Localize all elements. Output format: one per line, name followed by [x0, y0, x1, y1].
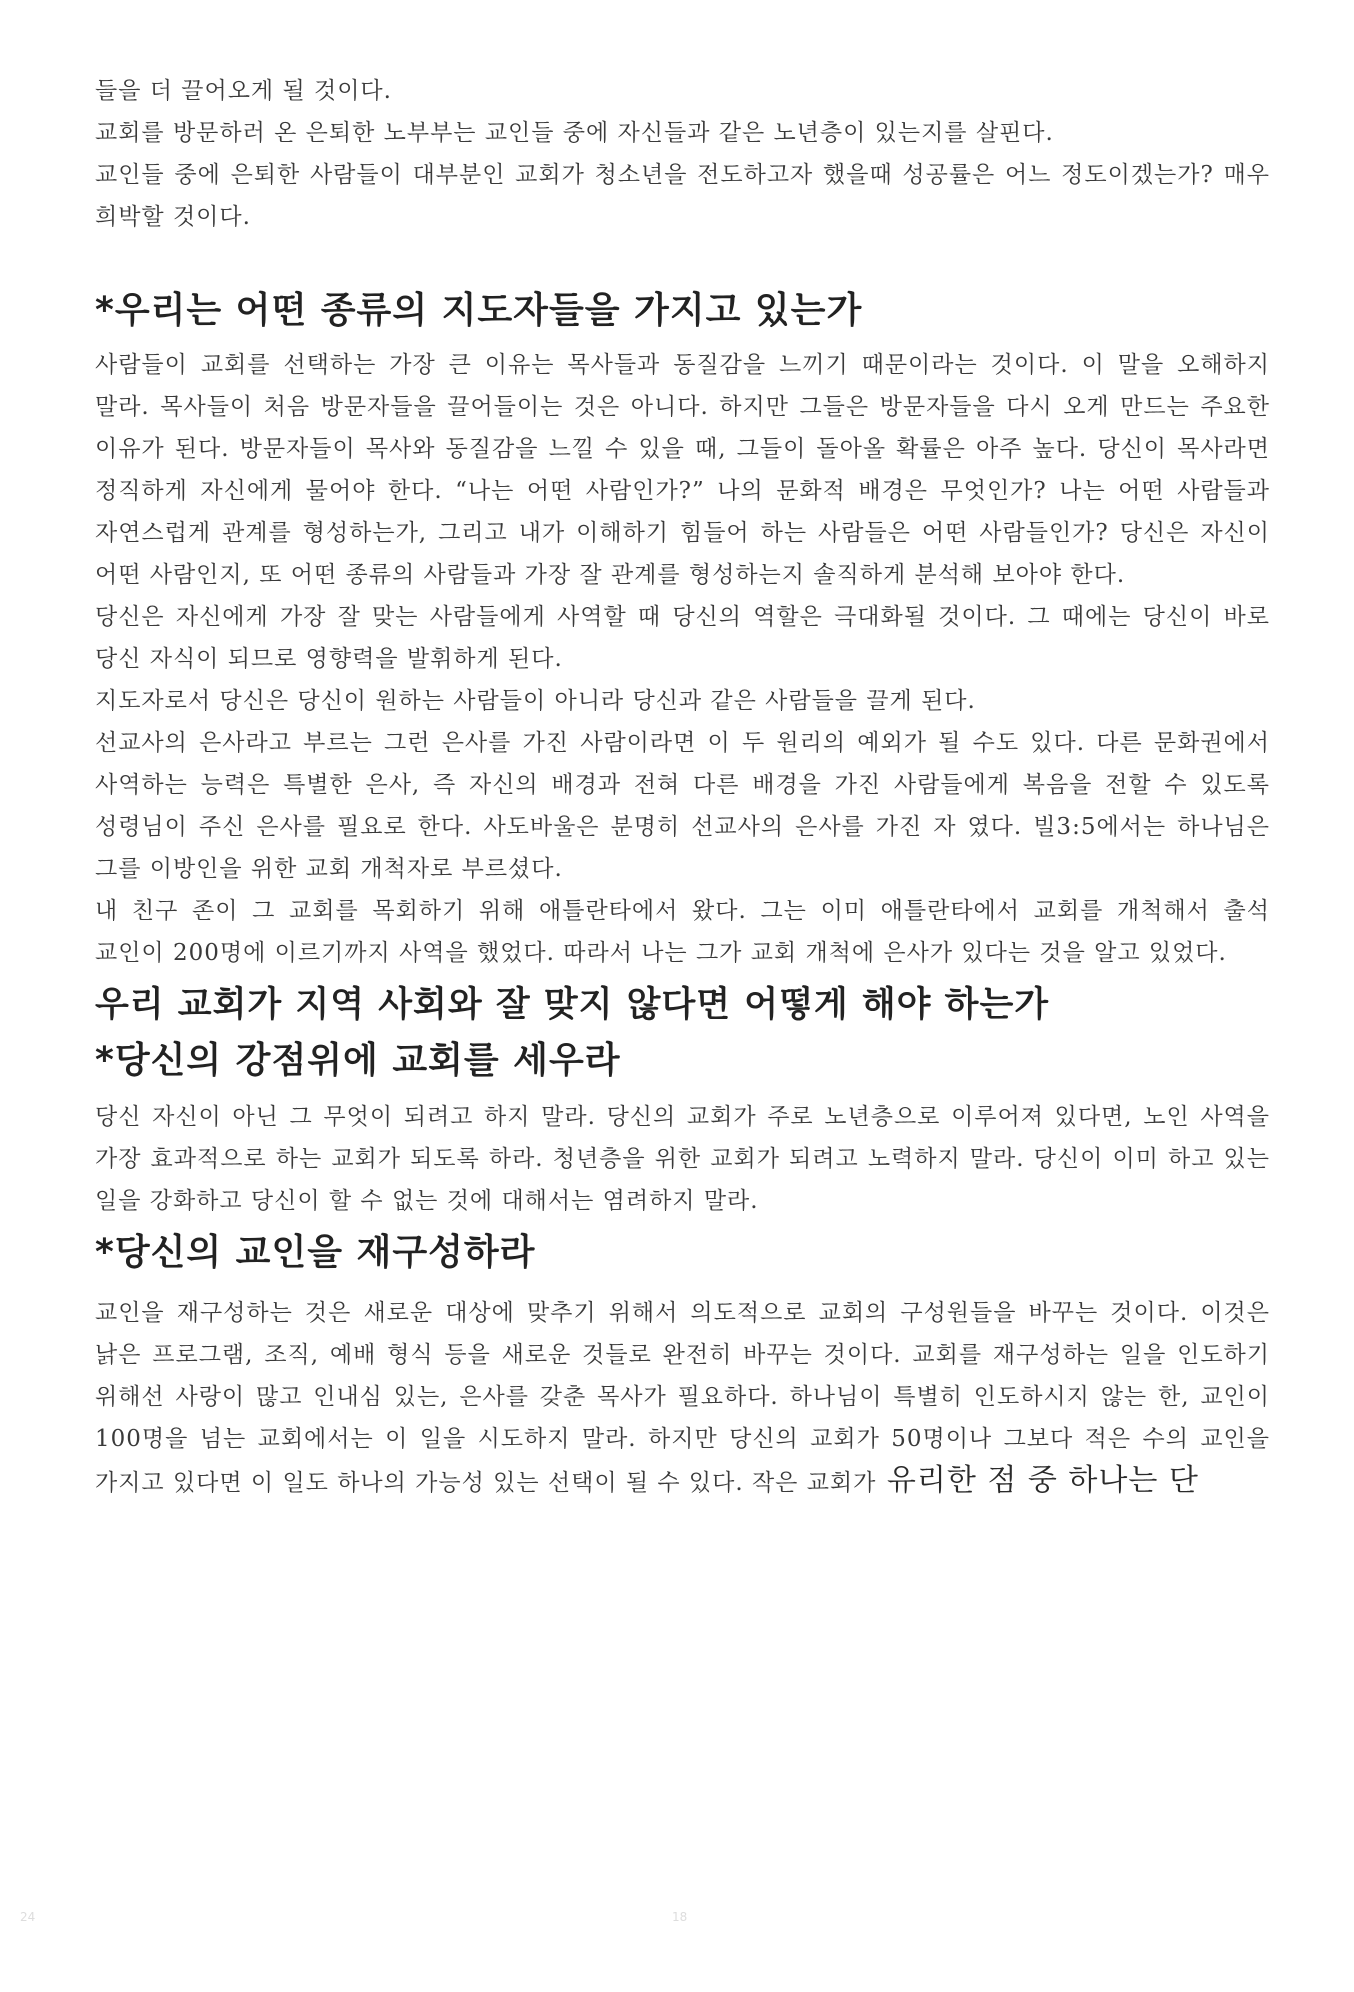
restructure-paragraph	[95, 1292, 1270, 1504]
intro-line-3: 교인들 중에 은퇴한 사람들이 대부분인 교회가 청소년을 전도하고자 했을때 성공률은 어느 정도이겠는가? 매우 희박할 것이다.	[95, 162, 1270, 230]
restructure-paragraph-tail: 유리한 점 중 하나는 단	[876, 1463, 1199, 1498]
section-heading-strengths: *당신의 강점위에 교회를 세우라	[95, 1040, 621, 1081]
margin-mark-center: 18	[672, 1910, 688, 1924]
leaders-paragraph-5: 내 친구 존이 그 교회를 목회하기 위해 애틀란타에서 왔다. 그는 이미 애틀란타에서 교회를 개척해서 출석 교인이 200명에 이르기까지 사역을 했었다. 따라서 나는 그가 교회 개척에 은사가 있다는 것을 알고 있었다.	[95, 898, 1270, 966]
leaders-paragraph-1: 사람들이 교회를 선택하는 가장 큰 이유는 목사들과 동질감을 느끼기 때문이라는 것이다. 이 말을 오해하지 말라. 목사들이 처음 방문자들을 끌어들이는 것은 아니다. 하지만 그들은 방문자들을 다시 오게 만드는 주요한 이유가 된다. 방문자들이 목사와 동질감을 느낄 수 있을 때, 그들이 돌아올 확률은 아주 높다. 당신이 목사라면 정직하게 자신에게 물어야 한다. “나는 어떤 사람인가?” 나의 문화적 배경은 무엇인가? 나는 어떤 사람들과 자연스럽게 관계를 형성하는가, 그리고 내가 이해하기 힘들어 하는 사람들은 어떤 사람들인가? 당신은 자신이 어떤 사람인지, 또 어떤 종류의 사람들과 가장 잘 관계를 형성하는지 솔직하게 분석해 보아야 한다.	[95, 352, 1270, 588]
margin-mark-left: 24	[20, 1910, 36, 1924]
section-heading-community-fit: 우리 교회가 지역 사회와 잘 맞지 않다면 어떻게 해야 하는가	[95, 985, 1050, 1025]
document-page	[95, 70, 1270, 1504]
intro-line-1: 들을 더 끌어오게 될 것이다.	[95, 78, 392, 104]
intro-line-2: 교회를 방문하러 온 은퇴한 노부부는 교인들 중에 자신들과 같은 노년층이 있는지를 살핀다.	[95, 120, 1054, 146]
leaders-paragraph-4: 선교사의 은사라고 부르는 그런 은사를 가진 사람이라면 이 두 원리의 예외가 될 수도 있다. 다른 문화권에서 사역하는 능력은 특별한 은사, 즉 자신의 배경과 전혀 다른 배경을 가진 사람들에게 복음을 전할 수 있도록 성령님이 주신 은사를 필요로 한다. 사도바울은 분명히 선교사의 은사를 가진 자 였다. 빌3:5에서는 하나님은 그를 이방인을 위한 교회 개척자로 부르셨다.	[95, 730, 1270, 882]
section-heading-leaders: *우리는 어떤 종류의 지도자들을 가지고 있는가	[95, 290, 863, 331]
leaders-paragraph-2: 당신은 자신에게 가장 잘 맞는 사람들에게 사역할 때 당신의 역할은 극대화될 것이다. 그 때에는 당신이 바로 당신 자식이 되므로 영향력을 발휘하게 된다.	[95, 604, 1270, 672]
leaders-paragraph-3: 지도자로서 당신은 당신이 원하는 사람들이 아니라 당신과 같은 사람들을 끌게 된다.	[95, 688, 976, 714]
strengths-paragraph-1: 당신 자신이 아닌 그 무엇이 되려고 하지 말라. 당신의 교회가 주로 노년층으로 이루어져 있다면, 노인 사역을 가장 효과적으로 하는 교회가 되도록 하라. 청년층을 위한 교회가 되려고 노력하지 말라. 당신이 이미 하고 있는 일을 강화하고 당신이 할 수 없는 것에 대해서는 염려하지 말라.	[95, 1104, 1270, 1214]
restructure-paragraph-main: 교인을 재구성하는 것은 새로운 대상에 맞추기 위해서 의도적으로 교회의 구성원들을 바꾸는 것이다. 이것은 낡은 프로그램, 조직, 예배 형식 등을 새로운 것들로 완전히 바꾸는 것이다. 교회를 재구성하는 일을 인도하기 위해선 사랑이 많고 인내심 있는, 은사를 갖춘 목사가 필요하다. 하나님이 특별히 인도하시지 않는 한, 교인이 100명을 넘는 교회에서는 이 일을 시도하지 말라. 하지만 당신의 교회가 50명이나 그보다 적은 수의 교인을 가지고 있다면 이 일도 하나의 가능성 있는 선택이 될 수 있다. 작은 교회가	[95, 1300, 1270, 1496]
section-heading-restructure: *당신의 교인을 재구성하라	[95, 1232, 536, 1273]
